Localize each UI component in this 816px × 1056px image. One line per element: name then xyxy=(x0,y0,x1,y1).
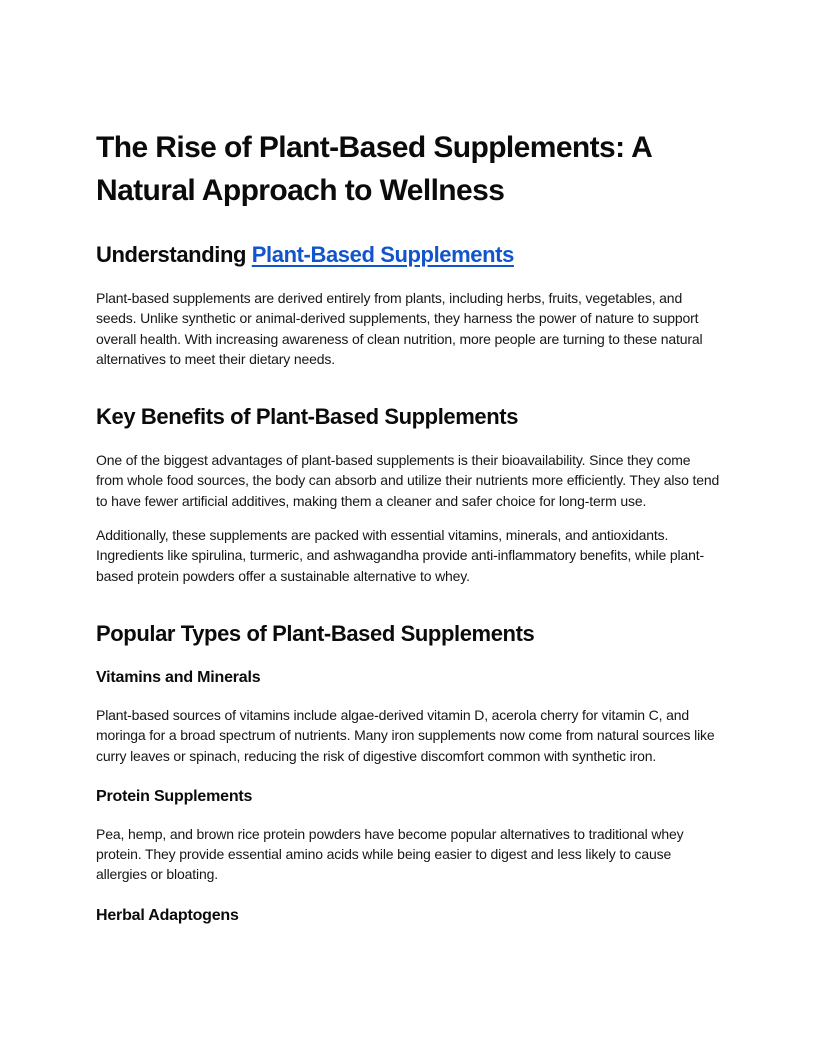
section-heading-understanding xyxy=(96,240,720,270)
document-page xyxy=(96,126,720,943)
section-heading-benefits: Key Benefits of Plant-Based Supplements xyxy=(96,404,519,430)
paragraph-benefits-1: One of the biggest advantages of plant-based supplements is their bioavailability. Since they come from whole food sources, the body can absorb and utilize their nutrients more efficiently. They also tend to have fewer artificial additives, making them a cleaner and safer choice for long-term use. xyxy=(96,452,720,509)
paragraph-benefits-2: Additionally, these supplements are packed with essential vitamins, minerals, and antioxidants. Ingredients like spirulina, turmeric, and ashwagandha provide anti-inflammatory benefits, while plant-based protein powders offer a sustainable alternative to whey. xyxy=(96,527,705,584)
section-heading-types: Popular Types of Plant-Based Supplements xyxy=(96,620,535,646)
heading-prefix: Understanding xyxy=(96,242,252,267)
paragraph-understanding: Plant-based supplements are derived entirely from plants, including herbs, fruits, vegetables, and seeds. Unlike synthetic or animal-derived supplements, they harness the power of nature to support overall health. With increasing awareness of clean nutrition, more people are turning to these natural alternatives to meet their dietary needs. xyxy=(96,290,703,367)
plant-based-supplements-link[interactable]: Plant-Based Supplements xyxy=(251,242,514,267)
document-title: The Rise of Plant-Based Supplements: A Natural Approach to Wellness xyxy=(96,131,652,207)
subheading-adaptogens: Herbal Adaptogens xyxy=(96,906,239,924)
paragraph-vitamins: Plant-based sources of vitamins include algae-derived vitamin D, acerola cherry for vitamin C, and moringa for a broad spectrum of nutrients. Many iron supplements now come from natural sources like curry leaves or spinach, reducing the risk of digestive discomfort common with synthetic iron. xyxy=(96,706,715,764)
subheading-vitamins: Vitamins and Minerals xyxy=(96,668,261,686)
subheading-protein: Protein Supplements xyxy=(96,787,253,805)
paragraph-protein: Pea, hemp, and brown rice protein powders have become popular alternatives to traditional whey protein. They provide essential amino acids while being easier to digest and less likely to cause allergies or bloating. xyxy=(96,825,684,883)
